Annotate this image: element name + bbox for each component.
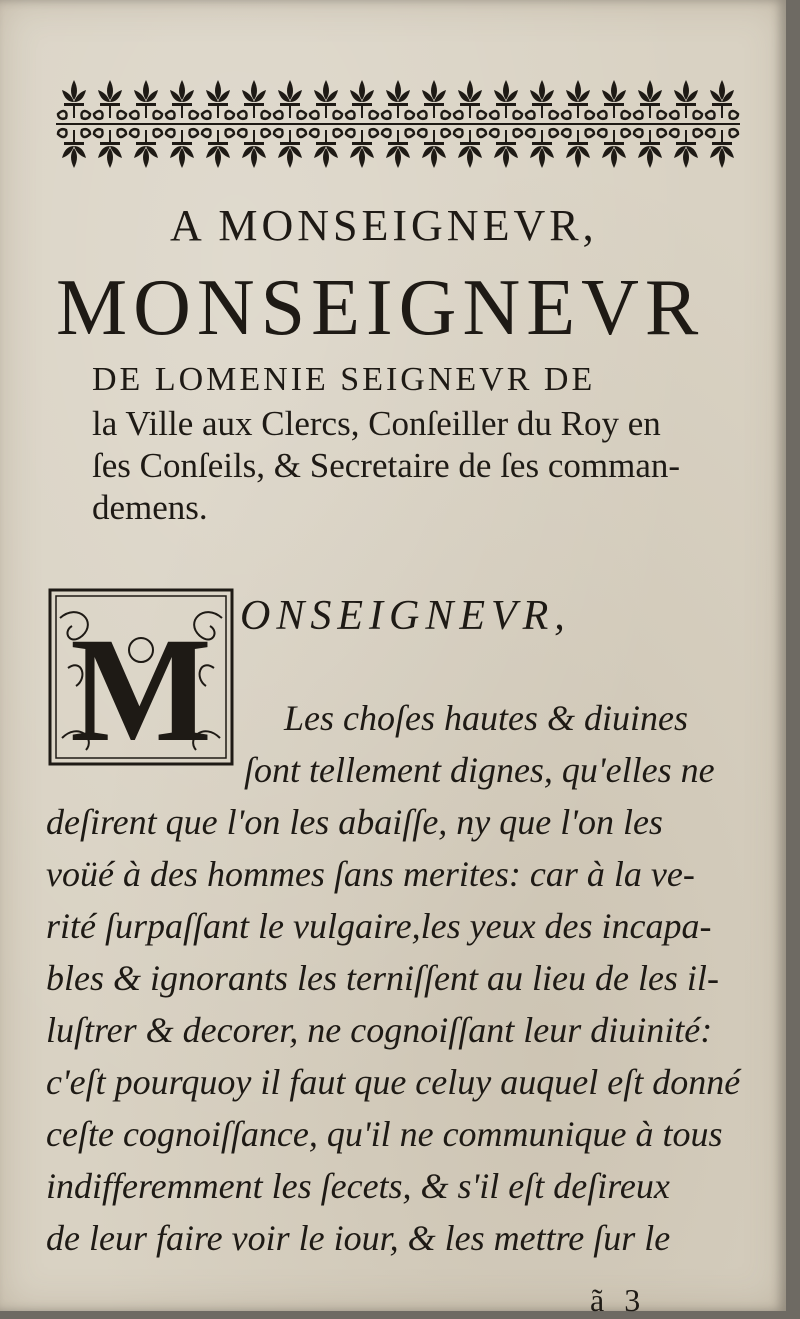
decorated-initial-m-icon bbox=[48, 588, 234, 766]
fleuron-icon bbox=[202, 80, 234, 119]
fleuron-icon bbox=[670, 80, 702, 119]
body-line-6: bles & ignorants les terniſſent au lieu de les il- bbox=[46, 958, 719, 998]
body-line-4: voüé à des hommes ſans merites: car à la ve- bbox=[46, 854, 695, 894]
fleuron-icon bbox=[166, 129, 198, 168]
fleuron-icon bbox=[274, 129, 306, 168]
salutation: ONSEIGNEVR, bbox=[240, 593, 571, 639]
fleuron-icon bbox=[310, 129, 342, 168]
fleuron-icon bbox=[94, 129, 126, 168]
fleuron-icon bbox=[598, 129, 630, 168]
fleuron-icon bbox=[598, 80, 630, 119]
fleuron-icon bbox=[346, 129, 378, 168]
fleuron-icon bbox=[526, 129, 558, 168]
fleuron-icon bbox=[490, 80, 522, 119]
fleuron-icon bbox=[634, 80, 666, 119]
fleuron-icon bbox=[94, 80, 126, 119]
body-line-10: indifferemment les ſecets, & s'il eſt deſireux bbox=[46, 1166, 670, 1206]
fleuron-icon bbox=[130, 80, 162, 119]
body-line-8: c'eſt pourquoy il faut que celuy auquel eſt donné bbox=[46, 1062, 741, 1102]
fleuron-icon bbox=[706, 80, 738, 119]
fleuron-icon bbox=[706, 129, 738, 168]
fleuron-icon bbox=[274, 80, 306, 119]
fleuron-icon bbox=[526, 80, 558, 119]
fleuron-icon bbox=[562, 129, 594, 168]
address-line-1: DE LOMENIE SEIGNEVR DE bbox=[92, 361, 596, 398]
fleuron-icon bbox=[382, 129, 414, 168]
fleuron-icon bbox=[670, 129, 702, 168]
dedication-heading: A MONSEIGNEVR, bbox=[170, 201, 598, 250]
address-line-2: la Ville aux Clercs, Conſeiller du Roy en bbox=[92, 404, 661, 443]
body-line-9: ceſte cognoiſſance, qu'il ne communique à tous bbox=[46, 1114, 723, 1154]
fleuron-icon bbox=[238, 129, 270, 168]
body-line-5: rité ſurpaſſant le vulgaire,les yeux des incapa- bbox=[46, 906, 712, 946]
body-line-7: luſtrer & decorer, ne cognoiſſant leur diuinité: bbox=[46, 1010, 713, 1050]
dedicatee-title: MONSEIGNEVR bbox=[56, 264, 705, 352]
fleuron-icon bbox=[490, 129, 522, 168]
fleuron-icon bbox=[202, 129, 234, 168]
fleuron-icon bbox=[238, 80, 270, 119]
body-line-3: deſirent que l'on les abaiſſe, ny que l'on les bbox=[46, 802, 663, 842]
address-line-3: ſes Conſeils, & Secretaire de ſes comman- bbox=[92, 446, 681, 485]
fleuron-icon bbox=[634, 129, 666, 168]
fleuron-icon bbox=[454, 129, 486, 168]
fleuron-icon bbox=[346, 80, 378, 119]
fleuron-icon bbox=[418, 80, 450, 119]
address-line-4: demens. bbox=[92, 488, 208, 527]
fleuron-icon bbox=[562, 80, 594, 119]
body-line-2: ſont tellement dignes, qu'elles ne bbox=[244, 750, 715, 790]
initial-letter: M bbox=[70, 607, 212, 766]
fleuron-border-ornament bbox=[56, 70, 740, 178]
fleuron-icon bbox=[58, 80, 90, 119]
fleuron-icon bbox=[166, 80, 198, 119]
body-line-11: de leur faire voir le iour, & les mettre ſur le bbox=[46, 1218, 671, 1258]
fleuron-icon bbox=[418, 129, 450, 168]
fleuron-icon bbox=[454, 80, 486, 119]
signature-mark: ã 3 bbox=[590, 1282, 647, 1318]
fleuron-icon bbox=[310, 80, 342, 119]
fleuron-icon bbox=[130, 129, 162, 168]
fleuron-icon bbox=[58, 129, 90, 168]
fleuron-icon bbox=[382, 80, 414, 119]
body-line-1: Les choſes hautes & diuines bbox=[284, 698, 688, 738]
